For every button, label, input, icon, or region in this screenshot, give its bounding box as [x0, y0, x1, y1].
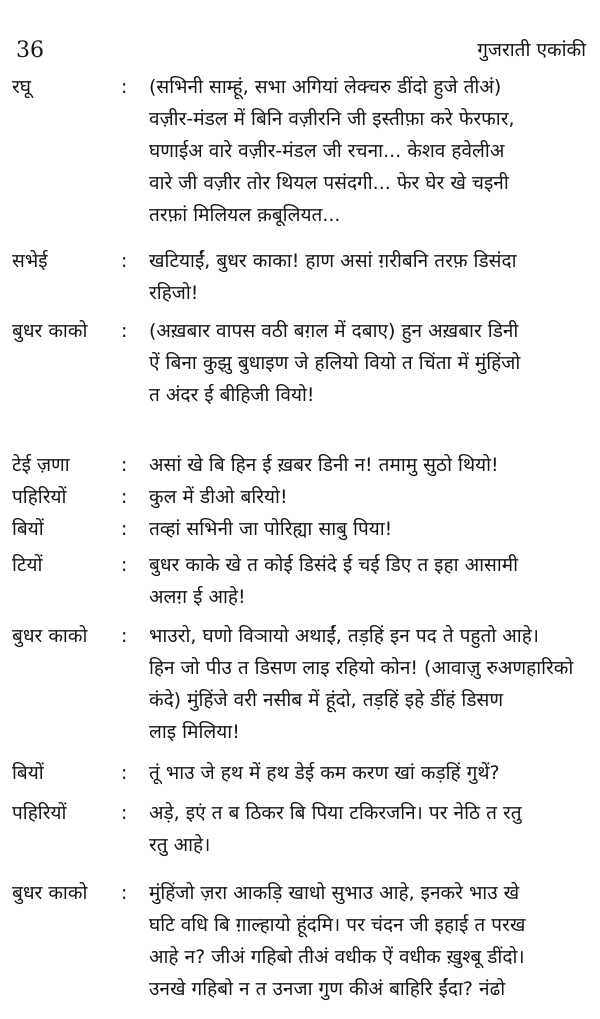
speech-line: खटियाईं, बुधर काका! हाण असां ग़रीबनि तरफ़ डिसंदा — [149, 250, 517, 272]
speaker-colon: : — [121, 486, 128, 508]
speech-line: हिन जो पीउ त डिसण लाइ रहियो कोन! (आवाज़ु रुअणहारिको — [149, 657, 574, 679]
speech-line: बुधर काके खे त कोई डिसंदे ई चई डिए त इहा आसामी — [149, 554, 519, 576]
speech-text — [149, 877, 595, 1005]
speech-text — [149, 481, 595, 513]
speech-text — [149, 513, 595, 545]
speech-line: भाउरो, घणो विञायो अथाईं, तड़हिं इन पद ते पहुतो आहे। — [149, 625, 539, 647]
speech-text — [149, 449, 595, 481]
speech-text — [149, 797, 595, 861]
speech-text — [149, 757, 595, 789]
speech-line: तरफ़ां मिलियल क़बूलियत... — [149, 204, 341, 226]
speech-line: लाइ मिलिया! — [149, 721, 240, 743]
speech-line: रहिजो! — [149, 282, 199, 304]
speaker-colon: : — [121, 625, 128, 647]
speech-line: (सभिनी साम्हूं, सभा अगियां लेक्चरु डींदो हुजे तीअं) — [149, 76, 502, 98]
speaker-name: रघू — [12, 76, 32, 98]
speaker-name: टियों — [12, 554, 43, 576]
speaker-name: टेई ज़णा — [12, 454, 70, 476]
speaker-name: बियों — [12, 762, 44, 784]
speech-line: घणाईअ वारे वज़ीर-मंडल जी रचना... केशव हवेलीअ — [149, 140, 505, 162]
speaker-name: पहिरियों — [12, 486, 67, 508]
speech-text — [149, 620, 595, 748]
speaker-name: बुधर काको — [12, 320, 88, 342]
speech-line: मुंहिंजो ज़रा आकड़ि खाधो सुभाउ आहे, इनकरे भाउ खे — [149, 882, 520, 904]
speech-line: वज़ीर-मंडल में बिनि वज़ीरनि जी इस्तीफ़ा करे फेरफार, — [149, 108, 515, 130]
speaker-colon: : — [121, 802, 128, 824]
running-title: गुजराती एकांकी — [477, 39, 586, 61]
speech-text — [149, 315, 595, 411]
speaker-colon: : — [121, 518, 128, 540]
speech-line: त अंदर ई बीहिजी वियो! — [149, 384, 315, 406]
speaker-name: सभेई — [12, 250, 48, 272]
page-header — [0, 0, 600, 70]
speaker-colon: : — [121, 762, 128, 784]
speaker-colon: : — [121, 554, 128, 576]
speech-line: कंदे) मुंहिंजे वरी नसीब में हूंदो, तड़हिं इहे डींहं डिसण — [149, 689, 504, 711]
speech-line: रतु आहे। — [149, 834, 211, 856]
speech-text — [149, 549, 595, 613]
speaker-colon: : — [121, 320, 128, 342]
speech-line: अलग़ ई आहे! — [149, 586, 246, 608]
speaker-colon: : — [121, 250, 128, 272]
speech-line: अड़े, इएं त ब ठिकर बि पिया टकिरजनि। पर नेठि त रतु — [149, 802, 522, 824]
speech-line: ऐं बिना कुझु बुधाइण जे हलियो वियो त चिंता में मुंहिंजो — [149, 352, 521, 374]
speech-line: तूं भाउ जे हथ में हथ डेई कम करण खां कड़हिं गुथें? — [149, 762, 500, 784]
speech-line: तव्हां सभिनी जा पोरिह्या साबु पिया! — [149, 518, 393, 540]
speaker-name: पहिरियों — [12, 802, 67, 824]
page-number: 36 — [16, 38, 44, 63]
speech-text — [149, 245, 595, 309]
speech-text — [149, 71, 595, 231]
speech-line: घटि वधि बि ग़ाल्हायो हूंदमि। पर चंदन जी इहाई त परख — [149, 914, 526, 936]
speaker-colon: : — [121, 882, 128, 904]
speaker-name: बुधर काको — [12, 625, 88, 647]
speaker-name: बियों — [12, 518, 44, 540]
speech-line: असां खे बि हिन ई ख़बर डिनी न! तमामु सुठो थियो! — [149, 454, 499, 476]
speech-line: (अख़बार वापस वठी बग़ल में दबाए) हुन अख़बार डिनी — [149, 320, 519, 342]
speech-line: वारे जी वज़ीर तोर थियल पसंदगी... फेर घेर खे चइनी — [149, 172, 509, 194]
speaker-colon: : — [121, 454, 128, 476]
speech-line: आहे न? जीअं गहिबो तीअं वधीक ऐं वधीक ख़ुश्बू डींदो। — [149, 946, 525, 968]
speech-line: उनखे गहिबो न त उनजा गुण कीअं बाहिरि ईंदा? नंढो — [149, 978, 506, 1000]
speech-line: कुल में डीओ बरियो! — [149, 486, 288, 508]
speaker-name: बुधर काको — [12, 882, 88, 904]
speaker-colon: : — [121, 76, 128, 98]
